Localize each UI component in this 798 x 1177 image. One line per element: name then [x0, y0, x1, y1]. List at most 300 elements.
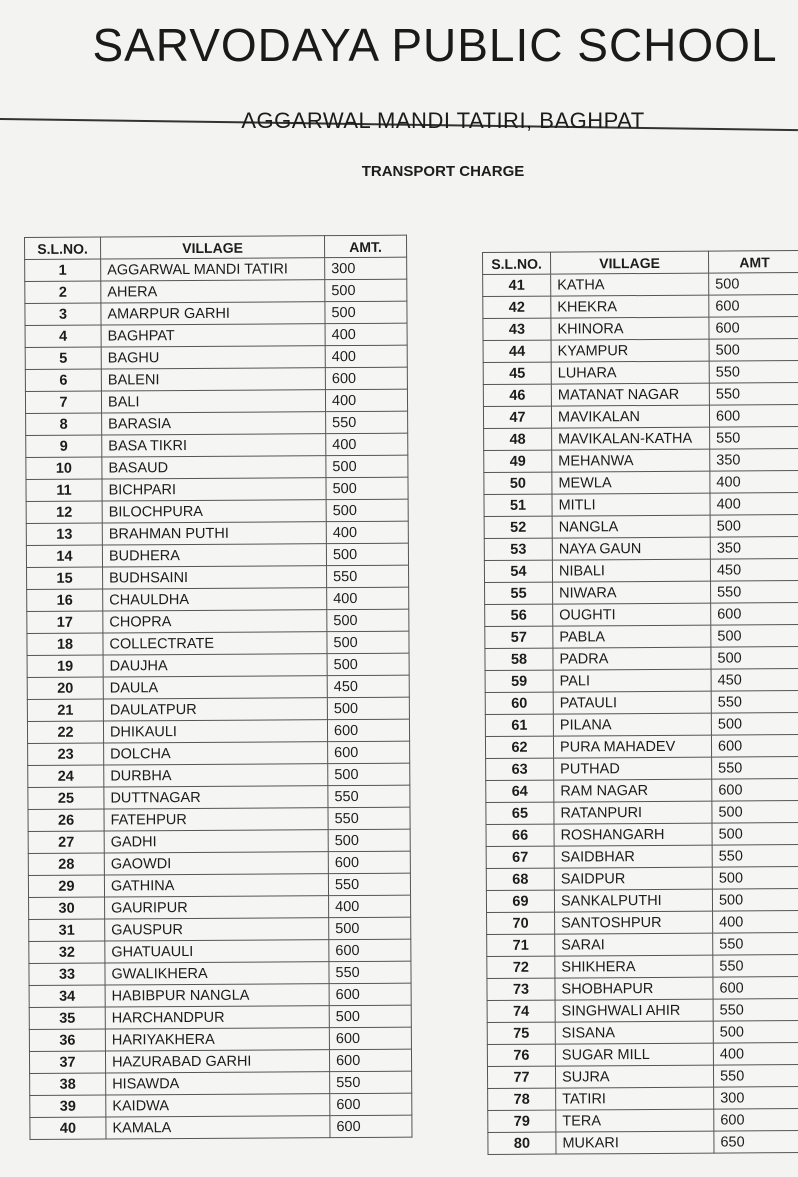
- row-sl-no: 38: [30, 1073, 106, 1095]
- row-village: ROSHANGARH: [554, 823, 712, 846]
- row-village: NIWARA: [553, 581, 711, 604]
- row-village: CHAULDHA: [103, 588, 327, 611]
- row-village: MITLI: [552, 493, 710, 516]
- row-village: SAIDPUR: [554, 867, 712, 890]
- table-row: [484, 449, 798, 473]
- row-amount: 400: [710, 471, 798, 494]
- table-row: [486, 845, 798, 869]
- column-header-amount: AMT.: [324, 235, 406, 258]
- row-amount: 500: [712, 889, 798, 912]
- table-row: [28, 829, 410, 853]
- row-sl-no: 30: [29, 897, 105, 919]
- table-row: [25, 389, 407, 413]
- row-amount: 400: [713, 1043, 798, 1066]
- table-row: [29, 1049, 411, 1073]
- row-village: BASA TIKRI: [102, 434, 326, 457]
- row-village: GAUSPUR: [105, 918, 329, 941]
- column-header-village: VILLAGE: [551, 251, 709, 274]
- table-header-row: [25, 235, 407, 259]
- row-sl-no: 3: [25, 303, 101, 325]
- table-row: [29, 1027, 411, 1051]
- row-amount: 500: [711, 647, 798, 670]
- row-village: MEWLA: [552, 471, 710, 494]
- table-row: [483, 405, 798, 429]
- row-sl-no: 6: [25, 369, 101, 391]
- row-amount: 600: [328, 851, 410, 874]
- row-village: AHERA: [101, 280, 325, 303]
- row-village: BAGHPAT: [101, 324, 325, 347]
- row-sl-no: 7: [25, 391, 101, 413]
- row-amount: 600: [711, 603, 798, 626]
- table-row: [487, 933, 798, 957]
- row-amount: 550: [711, 691, 798, 714]
- row-village: HARCHANDPUR: [105, 1006, 329, 1029]
- row-sl-no: 11: [26, 479, 102, 501]
- row-village: MEHANWA: [552, 449, 710, 472]
- row-village: KAIDWA: [106, 1094, 330, 1117]
- row-village: DUTTNAGAR: [104, 786, 328, 809]
- row-village: AMARPUR GARHI: [101, 302, 325, 325]
- row-amount: 550: [328, 807, 410, 830]
- row-sl-no: 60: [485, 692, 553, 714]
- table-row: [28, 763, 410, 787]
- row-sl-no: 48: [484, 428, 552, 450]
- row-amount: 400: [325, 345, 407, 368]
- row-amount: 600: [709, 295, 798, 318]
- row-sl-no: 77: [487, 1066, 555, 1088]
- row-village: OUGHTI: [553, 603, 711, 626]
- row-village: GAURIPUR: [105, 896, 329, 919]
- row-village: KHINORA: [551, 317, 709, 340]
- row-amount: 600: [714, 1109, 798, 1132]
- row-village: BALI: [101, 390, 325, 413]
- row-sl-no: 28: [28, 853, 104, 875]
- row-village: KHEKRA: [551, 295, 709, 318]
- table-row: [28, 741, 410, 765]
- row-sl-no: 36: [29, 1029, 105, 1051]
- table-row: [27, 697, 409, 721]
- table-row: [27, 565, 409, 589]
- table-row: [483, 383, 798, 407]
- table-row: [485, 581, 798, 605]
- table-row: [485, 691, 798, 715]
- table-row: [487, 1021, 798, 1045]
- row-sl-no: 69: [486, 890, 554, 912]
- row-sl-no: 68: [486, 868, 554, 890]
- table-row: [484, 471, 798, 495]
- row-village: KATHA: [551, 273, 709, 296]
- row-amount: 500: [711, 713, 798, 736]
- row-sl-no: 4: [25, 325, 101, 347]
- row-amount: 300: [325, 257, 407, 280]
- row-village: MATANAT NAGAR: [551, 383, 709, 406]
- row-sl-no: 79: [488, 1110, 556, 1132]
- row-amount: 500: [709, 273, 798, 296]
- row-amount: 600: [713, 977, 798, 1000]
- row-sl-no: 53: [484, 538, 552, 560]
- row-sl-no: 78: [488, 1088, 556, 1110]
- row-village: PILANA: [553, 713, 711, 736]
- row-village: MUKARI: [556, 1131, 714, 1154]
- row-sl-no: 45: [483, 362, 551, 384]
- table-row: [484, 559, 798, 583]
- table-row: [488, 1087, 798, 1111]
- row-sl-no: 47: [483, 406, 551, 428]
- row-sl-no: 5: [25, 347, 101, 369]
- row-village: SUGAR MILL: [555, 1043, 713, 1066]
- table-header-row: [483, 251, 798, 275]
- row-sl-no: 59: [485, 670, 553, 692]
- row-sl-no: 50: [484, 472, 552, 494]
- document-title: TRANSPORT CHARGE: [361, 163, 525, 180]
- school-name: SARVODAYA PUBLIC SCHOOL: [92, 19, 778, 71]
- row-sl-no: 67: [486, 846, 554, 868]
- row-village: BARASIA: [102, 412, 326, 435]
- row-amount: 500: [329, 917, 411, 940]
- row-sl-no: 62: [485, 736, 553, 758]
- table-row: [486, 757, 798, 781]
- table-row: [487, 1065, 798, 1089]
- row-village: PURA MAHADEV: [553, 735, 711, 758]
- row-village: BUDHERA: [102, 544, 326, 567]
- row-sl-no: 44: [483, 340, 551, 362]
- row-sl-no: 12: [26, 501, 102, 523]
- row-amount: 600: [329, 1027, 411, 1050]
- row-sl-no: 8: [26, 413, 102, 435]
- row-sl-no: 58: [485, 648, 553, 670]
- table-row: [27, 609, 409, 633]
- row-amount: 500: [710, 515, 798, 538]
- table-row: [28, 873, 410, 897]
- row-village: RATANPURI: [554, 801, 712, 824]
- table-row: [488, 1131, 798, 1155]
- row-amount: 400: [325, 323, 407, 346]
- row-village: SISANA: [555, 1021, 713, 1044]
- row-sl-no: 73: [487, 978, 555, 1000]
- row-sl-no: 19: [27, 655, 103, 677]
- row-amount: 400: [326, 521, 408, 544]
- table-row: [27, 631, 409, 655]
- row-amount: 600: [329, 939, 411, 962]
- row-sl-no: 13: [26, 523, 102, 545]
- table-row: [485, 647, 798, 671]
- row-village: BUDHSAINI: [103, 566, 327, 589]
- row-amount: 500: [325, 301, 407, 324]
- table-row: [487, 911, 798, 935]
- row-amount: 550: [713, 999, 798, 1022]
- row-village: BILOCHPURA: [102, 500, 326, 523]
- table-row: [28, 807, 410, 831]
- row-amount: 650: [714, 1131, 798, 1154]
- row-village: HAZURABAD GARHI: [105, 1050, 329, 1073]
- row-amount: 600: [328, 741, 410, 764]
- table-row: [26, 411, 408, 435]
- row-sl-no: 71: [487, 934, 555, 956]
- row-sl-no: 43: [483, 318, 551, 340]
- table-row: [487, 955, 798, 979]
- row-village: MAVIKALAN: [551, 405, 709, 428]
- row-sl-no: 1: [25, 259, 101, 281]
- row-village: DAUJHA: [103, 654, 327, 677]
- row-amount: 550: [327, 565, 409, 588]
- row-sl-no: 70: [487, 912, 555, 934]
- row-amount: 400: [326, 433, 408, 456]
- row-amount: 450: [327, 675, 409, 698]
- row-amount: 550: [709, 361, 798, 384]
- row-amount: 500: [326, 477, 408, 500]
- table-row: [486, 801, 798, 825]
- row-amount: 550: [711, 581, 798, 604]
- row-amount: 500: [326, 455, 408, 478]
- row-amount: 550: [713, 933, 798, 956]
- row-sl-no: 65: [486, 802, 554, 824]
- row-village: GWALIKHERA: [105, 962, 329, 985]
- row-amount: 500: [327, 653, 409, 676]
- row-village: GHATUAULI: [105, 940, 329, 963]
- table-row: [483, 317, 798, 341]
- row-amount: 550: [328, 873, 410, 896]
- row-village: NANGLA: [552, 515, 710, 538]
- row-village: PADRA: [553, 647, 711, 670]
- table-row: [485, 669, 798, 693]
- row-sl-no: 31: [29, 919, 105, 941]
- row-sl-no: 10: [26, 457, 102, 479]
- table-row: [27, 587, 409, 611]
- row-amount: 350: [710, 449, 798, 472]
- table-row: [25, 257, 407, 281]
- row-village: SANTOSHPUR: [555, 911, 713, 934]
- row-amount: 600: [712, 779, 798, 802]
- row-sl-no: 75: [487, 1022, 555, 1044]
- row-sl-no: 20: [27, 677, 103, 699]
- row-village: SHIKHERA: [555, 955, 713, 978]
- row-amount: 500: [712, 867, 798, 890]
- row-amount: 600: [329, 983, 411, 1006]
- table-row: [28, 851, 410, 875]
- row-amount: 600: [709, 405, 798, 428]
- row-amount: 400: [329, 895, 411, 918]
- row-sl-no: 21: [27, 699, 103, 721]
- row-amount: 400: [325, 389, 407, 412]
- row-sl-no: 57: [485, 626, 553, 648]
- row-village: SHOBHAPUR: [555, 977, 713, 1000]
- row-sl-no: 42: [483, 296, 551, 318]
- row-village: DHIKAULI: [103, 720, 327, 743]
- row-sl-no: 51: [484, 494, 552, 516]
- table-row: [29, 961, 411, 985]
- row-amount: 600: [325, 367, 407, 390]
- table-row: [483, 339, 798, 363]
- row-village: PUTHAD: [554, 757, 712, 780]
- row-amount: 450: [710, 559, 798, 582]
- table-row: [26, 477, 408, 501]
- row-amount: 600: [709, 317, 798, 340]
- row-amount: 500: [711, 625, 798, 648]
- row-amount: 450: [711, 669, 798, 692]
- table-row: [487, 977, 798, 1001]
- row-amount: 600: [330, 1115, 412, 1138]
- row-amount: 550: [713, 955, 798, 978]
- row-amount: 300: [714, 1087, 798, 1110]
- row-village: BRAHMAN PUTHI: [102, 522, 326, 545]
- row-village: BASAUD: [102, 456, 326, 479]
- row-sl-no: 64: [486, 780, 554, 802]
- table-row: [485, 735, 798, 759]
- row-sl-no: 14: [26, 545, 102, 567]
- row-village: SANKALPUTHI: [554, 889, 712, 912]
- row-amount: 400: [327, 587, 409, 610]
- row-sl-no: 80: [488, 1132, 556, 1154]
- table-row: [26, 433, 408, 457]
- row-amount: 500: [328, 829, 410, 852]
- table-row: [25, 367, 407, 391]
- row-sl-no: 15: [27, 567, 103, 589]
- row-village: FATEHPUR: [104, 808, 328, 831]
- table-row: [26, 543, 408, 567]
- row-amount: 550: [329, 961, 411, 984]
- table-row: [27, 675, 409, 699]
- row-sl-no: 27: [28, 831, 104, 853]
- row-village: DAULATPUR: [103, 698, 327, 721]
- row-village: KYAMPUR: [551, 339, 709, 362]
- row-village: LUHARA: [551, 361, 709, 384]
- table-row: [29, 917, 411, 941]
- row-sl-no: 24: [28, 765, 104, 787]
- table-row: [488, 1109, 798, 1133]
- row-village: COLLECTRATE: [103, 632, 327, 655]
- table-row: [29, 895, 411, 919]
- table-row: [30, 1093, 412, 1117]
- row-village: GATHINA: [104, 874, 328, 897]
- table-row: [486, 779, 798, 803]
- table-row: [30, 1071, 412, 1095]
- row-village: SARAI: [555, 933, 713, 956]
- table-row: [29, 939, 411, 963]
- row-village: HISAWDA: [106, 1072, 330, 1095]
- row-village: DOLCHA: [104, 742, 328, 765]
- row-village: SUJRA: [555, 1065, 713, 1088]
- row-amount: 350: [710, 537, 798, 560]
- transport-charge-table-left: [24, 235, 413, 1140]
- row-village: BALENI: [101, 368, 325, 391]
- row-amount: 500: [712, 801, 798, 824]
- table-row: [25, 345, 407, 369]
- row-amount: 500: [329, 1005, 411, 1028]
- row-village: HABIBPUR NANGLA: [105, 984, 329, 1007]
- row-village: SINGHWALI AHIR: [555, 999, 713, 1022]
- table-row: [486, 889, 798, 913]
- row-village: NIBALI: [552, 559, 710, 582]
- row-amount: 600: [711, 735, 798, 758]
- row-amount: 500: [327, 631, 409, 654]
- row-sl-no: 66: [486, 824, 554, 846]
- row-sl-no: 22: [27, 721, 103, 743]
- table-row: [27, 719, 409, 743]
- row-amount: 400: [710, 493, 798, 516]
- row-amount: 550: [709, 383, 798, 406]
- table-row: [486, 867, 798, 891]
- transport-charge-table-right: [482, 250, 798, 1155]
- row-sl-no: 54: [484, 560, 552, 582]
- row-village: DAULA: [103, 676, 327, 699]
- row-sl-no: 39: [30, 1095, 106, 1117]
- row-sl-no: 23: [28, 743, 104, 765]
- table-row: [484, 515, 798, 539]
- table-row: [26, 521, 408, 545]
- row-sl-no: 16: [27, 589, 103, 611]
- row-village: HARIYAKHERA: [105, 1028, 329, 1051]
- table-row: [487, 999, 798, 1023]
- table-row: [487, 1043, 798, 1067]
- row-village: MAVIKALAN-KATHA: [552, 427, 710, 450]
- row-village: BAGHU: [101, 346, 325, 369]
- row-amount: 550: [712, 757, 798, 780]
- table-row: [29, 1005, 411, 1029]
- table-row: [486, 823, 798, 847]
- table-row: [29, 983, 411, 1007]
- row-sl-no: 40: [30, 1117, 106, 1139]
- row-sl-no: 17: [27, 611, 103, 633]
- row-amount: 500: [328, 763, 410, 786]
- school-address: AGGARWAL MANDI TATIRI, BAGHPAT: [241, 108, 645, 133]
- row-sl-no: 56: [485, 604, 553, 626]
- row-amount: 500: [327, 697, 409, 720]
- row-amount: 550: [330, 1071, 412, 1094]
- row-village: AGGARWAL MANDI TATIRI: [101, 258, 325, 281]
- row-village: NAYA GAUN: [552, 537, 710, 560]
- table-row: [485, 603, 798, 627]
- table-row: [25, 279, 407, 303]
- row-village: SAIDBHAR: [554, 845, 712, 868]
- row-amount: 600: [329, 1049, 411, 1072]
- column-header-sl-no: S.L.NO.: [483, 252, 551, 274]
- table-row: [483, 273, 798, 297]
- row-sl-no: 46: [483, 384, 551, 406]
- row-amount: 500: [713, 1021, 798, 1044]
- row-amount: 500: [712, 823, 798, 846]
- row-amount: 400: [713, 911, 798, 934]
- row-sl-no: 37: [29, 1051, 105, 1073]
- table-row: [28, 785, 410, 809]
- row-village: PABLA: [553, 625, 711, 648]
- row-sl-no: 35: [29, 1007, 105, 1029]
- column-header-village: VILLAGE: [101, 236, 325, 259]
- row-village: DURBHA: [104, 764, 328, 787]
- row-amount: 550: [326, 411, 408, 434]
- row-sl-no: 18: [27, 633, 103, 655]
- row-sl-no: 72: [487, 956, 555, 978]
- row-amount: 550: [713, 1065, 798, 1088]
- row-amount: 600: [327, 719, 409, 742]
- column-header-amount: AMT: [708, 251, 798, 274]
- row-village: GADHI: [104, 830, 328, 853]
- row-village: PALI: [553, 669, 711, 692]
- row-amount: 600: [330, 1093, 412, 1116]
- table-row: [484, 427, 798, 451]
- row-amount: 500: [326, 543, 408, 566]
- row-sl-no: 63: [486, 758, 554, 780]
- row-sl-no: 25: [28, 787, 104, 809]
- row-sl-no: 55: [485, 582, 553, 604]
- row-sl-no: 33: [29, 963, 105, 985]
- row-amount: 550: [328, 785, 410, 808]
- row-sl-no: 74: [487, 1000, 555, 1022]
- column-header-sl-no: S.L.NO.: [25, 237, 101, 259]
- row-village: TATIRI: [556, 1087, 714, 1110]
- row-village: TERA: [556, 1109, 714, 1132]
- row-village: RAM NAGAR: [554, 779, 712, 802]
- row-sl-no: 61: [485, 714, 553, 736]
